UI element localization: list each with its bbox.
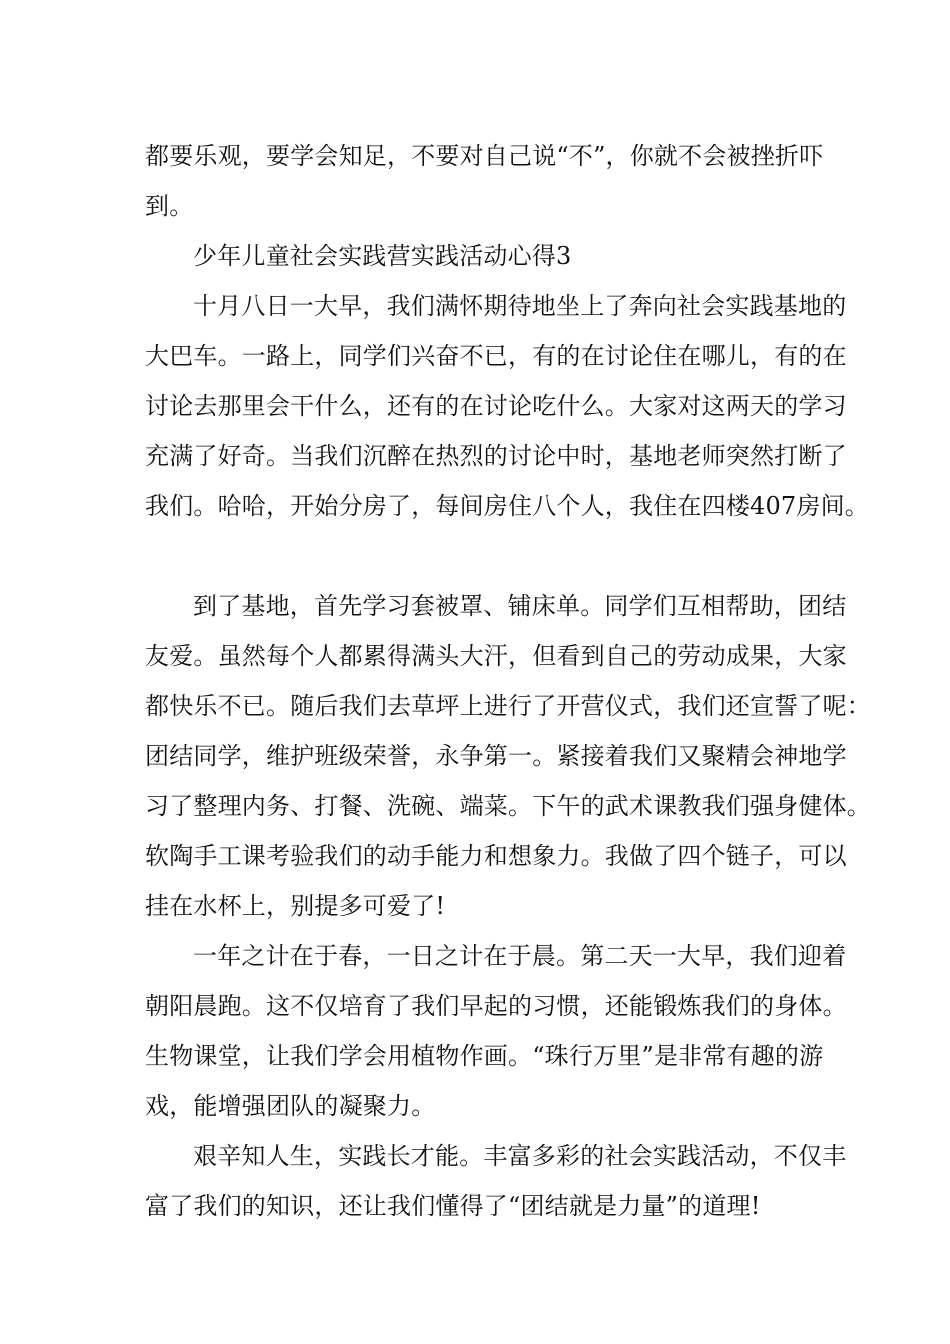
paragraph-line: 大巴车。一路上，同学们兴奋不已，有的在讨论住在哪儿，有的在 (145, 342, 847, 370)
section-title: 少年儿童社会实践营实践活动心得3 (193, 242, 572, 270)
paragraph-line: 十月八日一大早，我们满怀期待地坐上了奔向社会实践基地的 (193, 292, 847, 320)
paragraph-gap (145, 531, 825, 581)
document-body (145, 131, 871, 1231)
paragraph-line: 都要乐观，要学会知足，不要对自己说“不”，你就不会被挫折吓 (145, 142, 824, 170)
paragraph-line: 都快乐不已。随后我们去草坪上进行了开营仪式，我们还宣誓了呢： (145, 692, 871, 720)
paragraph-line: 讨论去那里会干什么，还有的在讨论吃什么。大家对这两天的学习 (145, 392, 847, 420)
paragraph-line: 习了整理内务、打餐、洗碗、端菜。下午的武术课教我们强身健体。 (145, 792, 871, 820)
paragraph-line: 艰辛知人生，实践长才能。丰富多彩的社会实践活动，不仅丰 (193, 1142, 847, 1170)
paragraph-line: 到。 (145, 192, 194, 220)
paragraph-line: 到了基地，首先学习套被罩、铺床单。同学们互相帮助，团结 (193, 592, 847, 620)
paragraph-line: 朝阳晨跑。这不仅培育了我们早起的习惯，还能锻炼我们的身体。 (145, 992, 847, 1020)
paragraph-line: 富了我们的知识，还让我们懂得了“团结就是力量”的道理! (145, 1192, 761, 1220)
paragraph-line: 一年之计在于春，一日之计在于晨。第二天一大早，我们迎着 (193, 942, 847, 970)
paragraph-line: 生物课堂，让我们学会用植物作画。“珠行万里”是非常有趣的游 (145, 1042, 824, 1070)
paragraph-line: 团结同学，维护班级荣誉，永争第一。紧接着我们又聚精会神地学 (145, 742, 847, 770)
paragraph-line: 友爱。虽然每个人都累得满头大汗，但看到自己的劳动成果，大家 (145, 642, 847, 670)
paragraph-line: 充满了好奇。当我们沉醉在热烈的讨论中时，基地老师突然打断了 (145, 442, 847, 470)
paragraph-line: 我们。哈哈，开始分房了，每间房住八个人，我住在四楼407房间。 (145, 492, 870, 520)
paragraph-line: 戏，能增强团队的凝聚力。 (145, 1092, 436, 1120)
paragraph-line: 软陶手工课考验我们的动手能力和想象力。我做了四个链子，可以 (145, 842, 847, 870)
paragraph-line: 挂在水杯上，别提多可爱了! (145, 892, 446, 920)
